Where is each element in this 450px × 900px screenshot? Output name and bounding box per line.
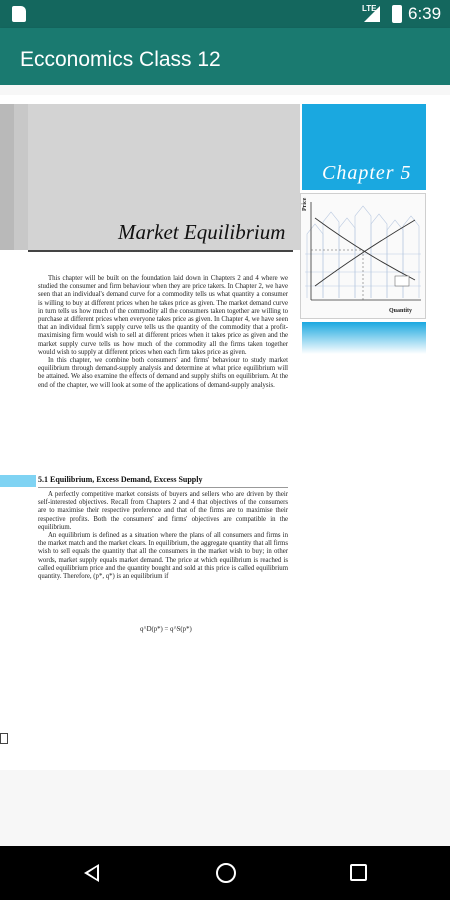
recents-icon[interactable]	[350, 864, 367, 881]
app-title: Ecconomics Class 12	[20, 48, 221, 71]
chapter-box-fade	[302, 322, 426, 354]
back-icon[interactable]	[84, 864, 99, 882]
header-stripe-mid	[14, 104, 28, 250]
page-edge-marker	[0, 733, 8, 744]
section-paragraph: A perfectly competitive market consists of buyers and sellers who are driven by their self-interested objectives. Recall from Chapters 2 and 4 that objectives of the consumers are to maximise their respective preference and that of the firms are to maximise their respective profits. Both the consumers' and firms' objectives are compatible in the equilibrium.	[38, 491, 288, 531]
header-stripe-dark	[0, 104, 14, 250]
figure-x-axis-label: Quantity	[389, 308, 413, 314]
title-rule	[28, 250, 293, 252]
page-title: Market Equilibrium	[118, 220, 286, 244]
section-marker	[0, 475, 36, 487]
sd-card-icon	[12, 6, 26, 22]
status-bar	[0, 0, 450, 28]
section-paragraph: An equilibrium is defined as a situation where the plans of all consumers and firms in the market match and the market clears. In equilibrium, the aggregate quantity that all firms wish to sell equals the quantity that all the consumers in the market wish to buy; in other words, market supply equals market demand. The price at which equilibrium is reached is called equilibrium price and the quantity bought and sold at this price is called equilibrium quantity. Therefore, (p*, q*) is an equilibrium if	[38, 532, 288, 581]
pdf-viewer[interactable]	[0, 85, 450, 846]
clock: 6:39	[408, 4, 442, 23]
home-icon[interactable]	[216, 863, 236, 883]
section-text	[38, 491, 288, 581]
chapter-label: Chapter 5	[322, 162, 412, 184]
document-page[interactable]	[0, 95, 450, 770]
section-heading: 5.1 Equilibrium, Excess Demand, Excess Supply	[38, 475, 203, 484]
intro-text	[38, 275, 288, 390]
intro-paragraph: This chapter will be built on the foundation laid down in Chapters 2 and 4 where we studied the consumer and firm behaviour when they are price takers. In Chapter 2, we have seen that an individual's demand curve for a commodity tells us what quantity a consumer is willing to buy at different prices when he takes price as given. The market demand curve in turn tells us how much of the commodity all the consumers taken together are willing to purchase at different prices when everyone takes price as given. In Chapter 4, we have seen that an individual firm's supply curve tells us the quantity of the commodity that a profit-maximising firm would wish to sell at different prices when it takes price as given and the market supply curve tells us how much of the commodity all the firms taken together would wish to supply at different prices when each firm takes price as given.	[38, 275, 288, 356]
battery-icon	[392, 5, 402, 23]
equilibrium-equation: q^D(p*) = q^S(p*)	[140, 626, 192, 633]
figure-y-axis-label: Price	[302, 197, 308, 211]
section-rule	[38, 487, 288, 488]
intro-paragraph: In this chapter, we combine both consumers' and firms' behaviour to study market equilibrium through demand-supply analysis and determine at what price equilibrium will be attained. We also examine the effects of demand and supply shifts on equilibrium. At the end of the chapter, we will look at some of the applications of demand-supply analysis.	[38, 357, 288, 389]
network-type-label: LTE	[362, 4, 377, 13]
chapter-figure	[300, 193, 426, 319]
supply-demand-figure	[301, 194, 425, 318]
app-bar	[0, 28, 450, 85]
